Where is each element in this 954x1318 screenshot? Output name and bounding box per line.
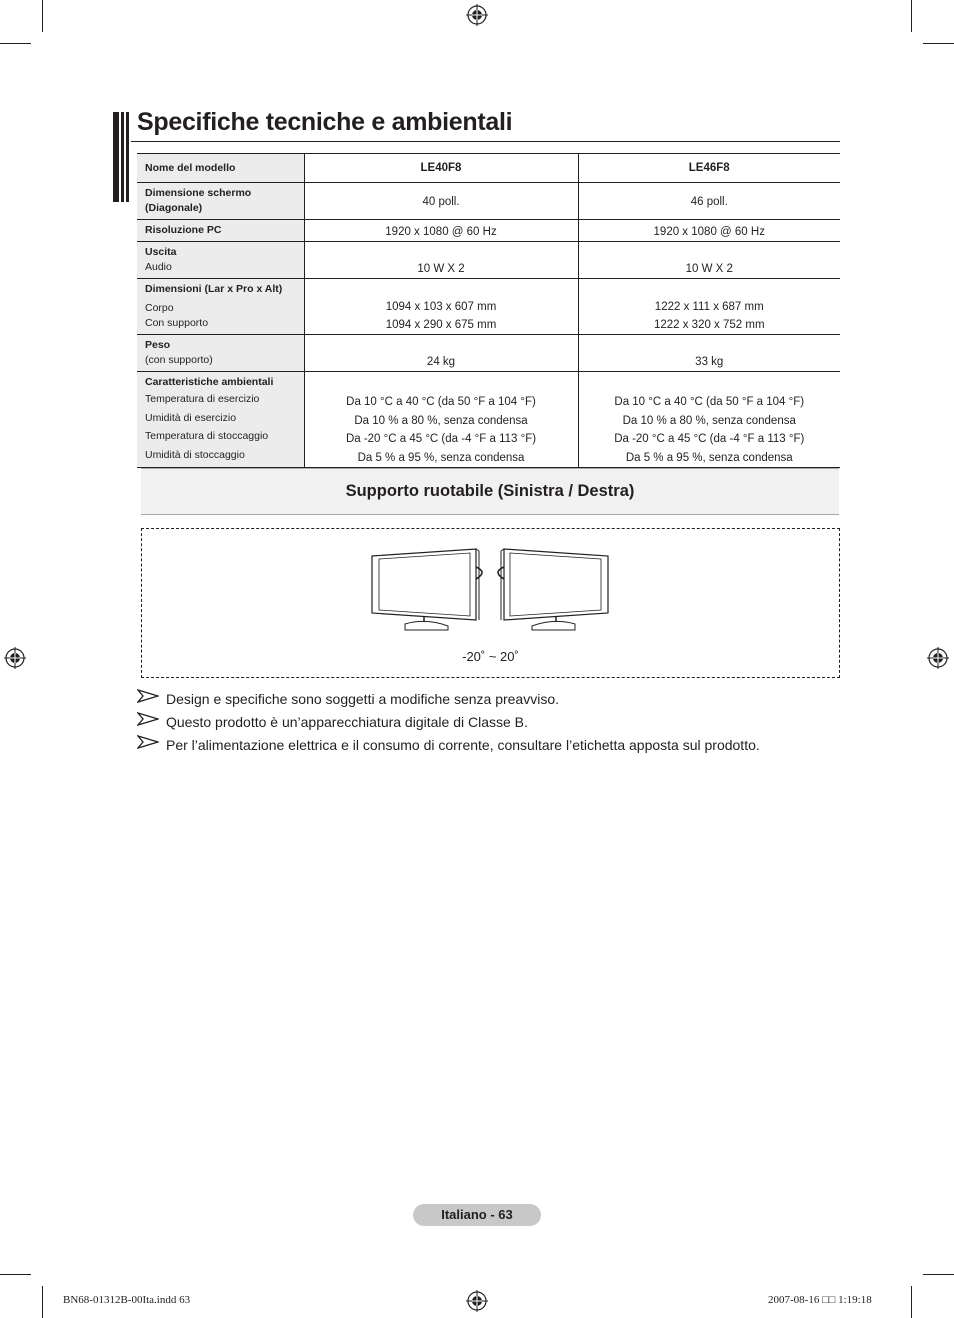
- crop-mark: [0, 43, 31, 44]
- registration-mark-icon: [4, 647, 26, 669]
- section-heading: [141, 468, 839, 515]
- cell-value: [578, 279, 840, 335]
- cell-line: 1222 x 111 x 687 mm: [654, 301, 764, 313]
- table-row-header: [137, 154, 840, 183]
- arrow-bullet-icon: [137, 735, 159, 749]
- cell-value: [578, 372, 840, 468]
- table-row-env: [137, 372, 840, 468]
- table-row-pc-res: [137, 220, 840, 242]
- cell-line: 1094 x 290 x 675 mm: [385, 319, 497, 331]
- header-label: Nome del modello: [137, 154, 304, 183]
- row-sublabel: Corpo: [145, 302, 174, 314]
- cell-line: 1222 x 320 x 752 mm: [653, 319, 765, 331]
- cell-value: 40 poll.: [304, 183, 578, 220]
- cell-line: Da 10 % a 80 %, senza condensa: [354, 414, 528, 427]
- page-title: Specifiche tecniche e ambientali: [137, 108, 513, 136]
- table-row-output: [137, 242, 840, 279]
- table-row-screen: [137, 183, 840, 220]
- registration-mark-icon: [466, 4, 488, 26]
- note-text: Per l’alimentazione elettrica e il consumo di corrente, consultare l’etichetta apposta sul prodotto.: [166, 737, 760, 753]
- row-label: [137, 335, 304, 372]
- header-model-b: LE46F8: [578, 154, 840, 183]
- cell-line: Da 10 °C a 40 °C (da 50 °F a 104 °F): [614, 396, 805, 408]
- cell-value: 33 kg: [578, 335, 840, 372]
- row-sublabel: Temperatura di esercizio: [145, 393, 260, 405]
- section-title: Supporto ruotabile (Sinistra / Destra): [345, 482, 635, 500]
- row-sublabel: Con supporto: [145, 317, 209, 329]
- cell-value: [304, 279, 578, 335]
- cell-line: Da 10 % a 80 %, senza condensa: [622, 414, 796, 427]
- row-sublabel: (con supporto): [145, 354, 213, 366]
- swivel-diagram: [141, 528, 840, 678]
- tv-icon: [370, 546, 610, 642]
- registration-mark-icon: [466, 1290, 488, 1312]
- header-model-a: LE40F8: [304, 154, 578, 183]
- arrow-bullet-icon: [137, 712, 159, 726]
- slug-filename: BN68-01312B-00Ita.indd 63: [63, 1294, 191, 1306]
- row-label-line: Risoluzione PC: [145, 224, 222, 236]
- crop-mark: [42, 0, 43, 32]
- rotation-angle: -20˚ ~ 20˚: [462, 649, 519, 664]
- crop-mark: [923, 43, 954, 44]
- crop-mark: [923, 1274, 954, 1275]
- cell-line: Da -20 °C a 45 °C (da -4 °F a 113 °F): [614, 433, 805, 445]
- row-label: [137, 242, 304, 279]
- row-label-line: Dimensione schermo: [145, 187, 252, 199]
- list-item: [137, 735, 760, 758]
- note-text: Questo prodotto è un’apparecchiatura digitale di Classe B.: [166, 714, 528, 730]
- list-item: [137, 689, 760, 712]
- cell-value: 1920 x 1080 @ 60 Hz: [578, 220, 840, 242]
- row-sublabel: Umidità di esercizio: [145, 411, 237, 424]
- cell-value: 46 poll.: [578, 183, 840, 220]
- row-label: [137, 372, 304, 468]
- cell-line: Da 10 °C a 40 °C (da 50 °F a 104 °F): [346, 396, 536, 408]
- cell-value: 24 kg: [304, 335, 578, 372]
- page-number-badge: Italiano - 63: [413, 1204, 541, 1226]
- arrow-bullet-icon: [137, 689, 159, 703]
- row-label-line: (Diagonale): [145, 202, 203, 214]
- cell-line: Da -20 °C a 45 °C (da -4 °F a 113 °F): [345, 433, 537, 445]
- crop-mark: [911, 1286, 912, 1318]
- cell-line: Da 5 % a 95 %, senza condensa: [357, 451, 525, 464]
- cell-line: 1094 x 103 x 607 mm: [385, 301, 497, 313]
- row-label-line: Dimensioni (Lar x Pro x Alt): [145, 283, 283, 295]
- registration-mark-icon: [927, 647, 949, 669]
- list-item: [137, 712, 760, 735]
- cell-line: Da 5 % a 95 %, senza condensa: [625, 451, 793, 464]
- cell-value: 10 W X 2: [578, 242, 840, 279]
- cell-value: 1920 x 1080 @ 60 Hz: [304, 220, 578, 242]
- row-label: [137, 183, 304, 220]
- row-sublabel: Audio: [145, 261, 172, 273]
- cell-value: [304, 372, 578, 468]
- note-text: Design e specifiche sono soggetti a modifiche senza preavviso.: [166, 691, 559, 707]
- cell-value: 10 W X 2: [304, 242, 578, 279]
- title-accent-bars: [113, 112, 131, 202]
- row-label-line: Uscita: [145, 246, 177, 258]
- row-label-line: Peso: [145, 339, 171, 351]
- table-row-weight: [137, 335, 840, 372]
- title-rule: [131, 141, 840, 142]
- table-row-dims: [137, 279, 840, 335]
- row-sublabel: Temperatura di stoccaggio: [145, 430, 269, 442]
- row-label: [137, 279, 304, 335]
- row-label: [137, 220, 304, 242]
- spec-table: [137, 153, 840, 468]
- slug-timestamp: 2007-08-16 □□ 1:19:18: [768, 1294, 872, 1306]
- crop-mark: [0, 1274, 31, 1275]
- notes-list: [137, 689, 760, 758]
- crop-mark: [42, 1286, 43, 1318]
- crop-mark: [911, 0, 912, 32]
- row-sublabel: Umidità di stoccaggio: [145, 448, 245, 461]
- row-label-line: Caratteristiche ambientali: [145, 376, 274, 388]
